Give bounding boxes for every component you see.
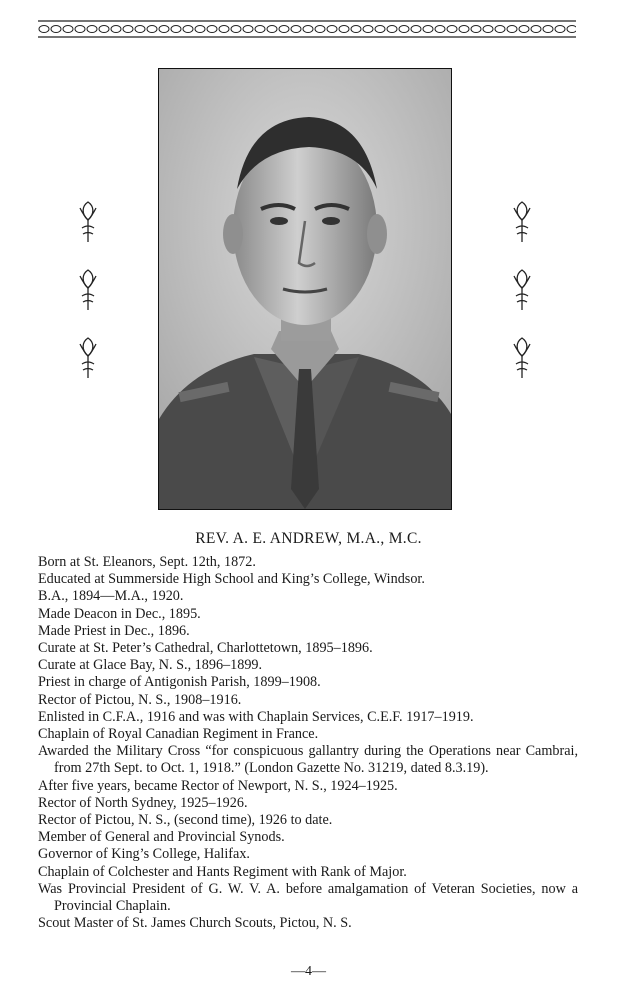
- biography-entry: Rector of Pictou, N. S., (second time), 1926 to date.: [38, 812, 333, 829]
- page-number: —4—: [291, 964, 326, 979]
- palmette-ornament-icon: [510, 334, 534, 382]
- biography-entry: Curate at Glace Bay, N. S., 1896–1899.: [38, 657, 263, 674]
- biography-heading: REV. A. E. ANDREW, M.A., M.C.: [195, 530, 422, 547]
- biography-entry: After five years, became Rector of Newport, N. S., 1924–1925.: [38, 777, 398, 794]
- biography-entry: Enlisted in C.F.A., 1916 and was with Chaplain Services, C.E.F. 1917–1919.: [38, 708, 474, 725]
- portrait-illustration: [159, 69, 451, 509]
- biography-entry: Made Deacon in Dec., 1895.: [38, 605, 201, 622]
- palmette-ornament-icon: [76, 198, 100, 246]
- biography-entry: Priest in charge of Antigonish Parish, 1899–1908.: [38, 674, 321, 691]
- decorative-border-top: [38, 20, 576, 38]
- biography-entry: Educated at Summerside High School and King’s College, Windsor.: [38, 571, 425, 588]
- biography-entry: Curate at St. Peter’s Cathedral, Charlottetown, 1895–1896.: [38, 640, 373, 657]
- palmette-ornament-icon: [510, 198, 534, 246]
- biography-entry: Governor of King’s College, Halifax.: [38, 846, 250, 863]
- biography-entry: Made Priest in Dec., 1896.: [38, 622, 190, 639]
- portrait-photo: [158, 68, 452, 510]
- ornament-column-right: [510, 198, 540, 402]
- biography-entry: B.A., 1894—M.A., 1920.: [38, 588, 184, 605]
- palmette-ornament-icon: [76, 334, 100, 382]
- biography-entry: Member of General and Provincial Synods.: [38, 829, 285, 846]
- biography-list: [38, 554, 578, 932]
- biography-entry: Chaplain of Colchester and Hants Regiment with Rank of Major.: [38, 863, 407, 880]
- biography-entry: Scout Master of St. James Church Scouts, Pictou, N. S.: [38, 915, 352, 932]
- palmette-ornament-icon: [510, 266, 534, 314]
- biography-entry: Rector of North Sydney, 1925–1926.: [38, 794, 248, 811]
- palmette-ornament-icon: [76, 266, 100, 314]
- biography-entry: Chaplain of Royal Canadian Regiment in France.: [38, 726, 319, 743]
- ornament-column-left: [76, 198, 106, 402]
- biography-entry: Rector of Pictou, N. S., 1908–1916.: [38, 691, 242, 708]
- biography-entry: Was Provincial President of G. W. V. A. before amalgamation of Veteran Societies, now a Provincial Chaplain.: [38, 880, 578, 915]
- biography-entry: Awarded the Military Cross “for conspicuous gallantry during the Operations near Cambrai, from 27th Sept. to Oct. 1, 1918.” (London Gazette No. 31219, dated 8.3.19).: [38, 743, 578, 777]
- biography-entry: Born at St. Eleanors, Sept. 12th, 1872.: [38, 554, 256, 570]
